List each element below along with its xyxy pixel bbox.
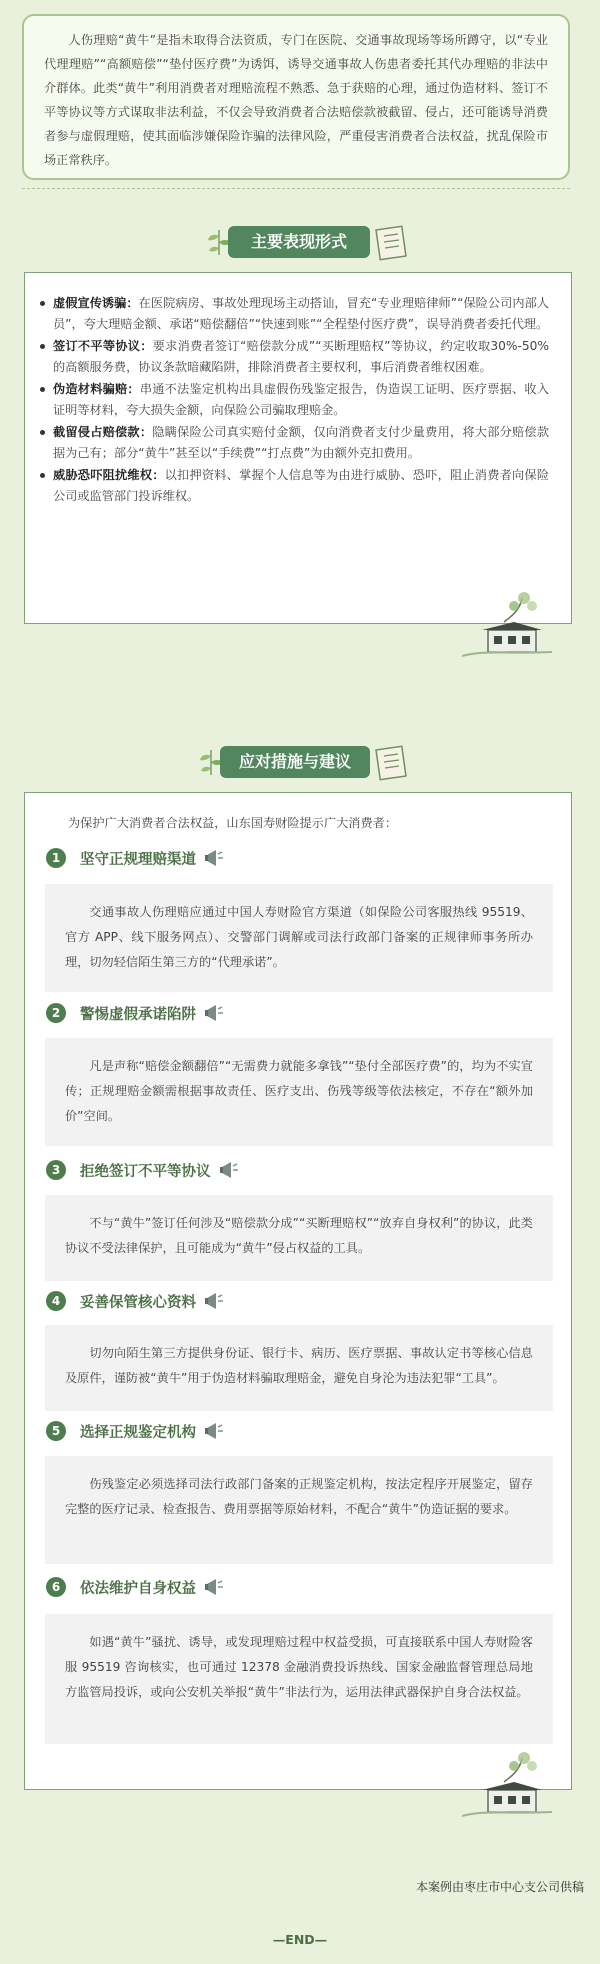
measure-detail: 如遇“黄牛”骚扰、诱导，或发现理赔过程中权益受损，可直接联系中国人寿财险客服 95519 咨询核实，也可通过 12378 金融消费投诉热线、国家金融监督管理总局地方监管局投诉，或向公安机关举报“黄牛”非法行为，运用法律武器保护自身合法权益。: [45, 1614, 553, 1744]
list-item: 伪造材料骗赔：串通不法鉴定机构出具虚假伤残鉴定报告，伪造误工证明、医疗票据、收入证明等材料，夸大损失金额，向保险公司骗取理赔金。: [53, 379, 549, 420]
section1-banner: [206, 222, 406, 262]
measure-detail: 凡是声称“赔偿金额翻倍”“无需费力就能多拿钱”“垫付全部医疗费”的，均为不实宣传；正规理赔金额需根据事故责任、医疗支出、伤残等级等依法核定，不存在“额外加价”空间。: [45, 1038, 553, 1146]
measure-title: 选择正规鉴定机构: [80, 1424, 196, 1441]
measure-detail: 交通事故人伤理赔应通过中国人寿财险官方渠道（如保险公司客服热线 95519、官方 APP、线下服务网点）、交警部门调解或司法行政部门备案的正规律师事务所办理，切勿轻信陌生第三方的“代理承诺”。: [45, 884, 553, 992]
measure-title: 拒绝签订不平等协议: [80, 1163, 211, 1180]
megaphone-icon: [204, 1002, 224, 1024]
megaphone-icon: [204, 1290, 224, 1312]
measure-heading-3: [46, 1155, 239, 1185]
divider: [22, 188, 570, 189]
list-item: 威胁恐吓阻扰维权：以扣押资料、掌握个人信息等为由进行威胁、恐吓，阻止消费者向保险公司或监管部门投诉维权。: [53, 465, 549, 506]
measure-title: 警惕虚假承诺陷阱: [80, 1006, 196, 1023]
intro-box: [22, 14, 570, 180]
megaphone-icon: [219, 1159, 239, 1181]
megaphone-icon: [204, 1576, 224, 1598]
list-item: 截留侵占赔偿款：隐瞒保险公司真实赔付金额，仅向消费者支付少量费用，将大部分赔偿款据为己有；部分“黄牛”甚至以“手续费”“打点费”为由额外克扣费用。: [53, 422, 549, 463]
number-badge: 3: [46, 1160, 66, 1180]
measure-heading-4: [46, 1286, 224, 1316]
megaphone-icon: [204, 847, 224, 869]
section2-lead: 为保护广大消费者合法权益，山东国寿财险提示广大消费者：: [68, 816, 398, 830]
number-badge: 4: [46, 1291, 66, 1311]
section1-title: 主要表现形式: [228, 226, 370, 258]
measure-detail: 不与“黄牛”签订任何涉及“赔偿款分成”“买断理赔权”“放弃自身权利”的协议，此类协议不受法律保护，且可能成为“黄牛”侵占权益的工具。: [45, 1195, 553, 1281]
scroll-book-icon: [374, 742, 408, 782]
measure-detail: 切勿向陌生第三方提供身份证、银行卡、病历、医疗票据、事故认定书等核心信息及原件，谨防被“黄牛”用于伪造材料骗取理赔金，避免自身沦为违法犯罪“工具”。: [45, 1325, 553, 1411]
number-badge: 5: [46, 1421, 66, 1441]
measure-title: 妥善保管核心资料: [80, 1294, 196, 1311]
section1-list: [25, 273, 571, 506]
credit-text: 本案例由枣庄市中心支公司供稿: [415, 1880, 584, 1894]
measure-title: 坚守正规理赔渠道: [80, 851, 196, 868]
measure-heading-6: [46, 1572, 224, 1602]
scroll-book-icon: [374, 222, 408, 262]
intro-text: 人伤理赔“黄牛”是指未取得合法资质，专门在医院、交通事故现场等场所蹲守，以“专业代理理赔”“高额赔偿”“垫付医疗费”为诱饵，诱导交通事故人伤患者委托其代办理赔的非法中介群体。此类“黄牛”利用消费者对理赔流程不熟悉、急于获赔的心理，通过伪造材料、签订不平等协议等方式谋取非法利益，不仅会导致消费者合法赔偿款被截留、侵占，还可能诱导消费者参与虚假理赔，使其面临涉嫌保险诈骗的法律风险，严重侵害消费者合法权益，扰乱保险市场正常秩序。: [44, 33, 548, 167]
pavilion-decoration-icon: [462, 1752, 552, 1822]
list-item: 虚假宣传诱骗：在医院病房、事故处理现场主动搭讪，冒充“专业理赔律师”“保险公司内部人员”，夸大理赔金额、承诺“赔偿翻倍”“快速到账”“全程垫付医疗费”，误导消费者委托代理。: [53, 293, 549, 334]
number-badge: 6: [46, 1577, 66, 1597]
measure-heading-5: [46, 1416, 224, 1446]
number-badge: 2: [46, 1003, 66, 1023]
pavilion-decoration-icon: [462, 592, 552, 662]
end-marker: —END—: [272, 1932, 328, 1947]
section2-title: 应对措施与建议: [220, 746, 370, 778]
measure-heading-1: [46, 843, 224, 873]
measure-heading-2: [46, 998, 224, 1028]
section2-banner: [198, 742, 408, 782]
list-item: 签订不平等协议：要求消费者签订“赔偿款分成”“买断理赔权”等协议，约定收取30%-50%的高额服务费，协议条款暗藏陷阱，排除消费者主要权利，事后消费者维权困难。: [53, 336, 549, 377]
number-badge: 1: [46, 848, 66, 868]
section1-box: [24, 272, 572, 624]
measure-detail: 伤残鉴定必须选择司法行政部门备案的正规鉴定机构，按法定程序开展鉴定，留存完整的医疗记录、检查报告、费用票据等原始材料，不配合“黄牛”伪造证据的要求。: [45, 1456, 553, 1564]
megaphone-icon: [204, 1420, 224, 1442]
measure-title: 依法维护自身权益: [80, 1580, 196, 1597]
